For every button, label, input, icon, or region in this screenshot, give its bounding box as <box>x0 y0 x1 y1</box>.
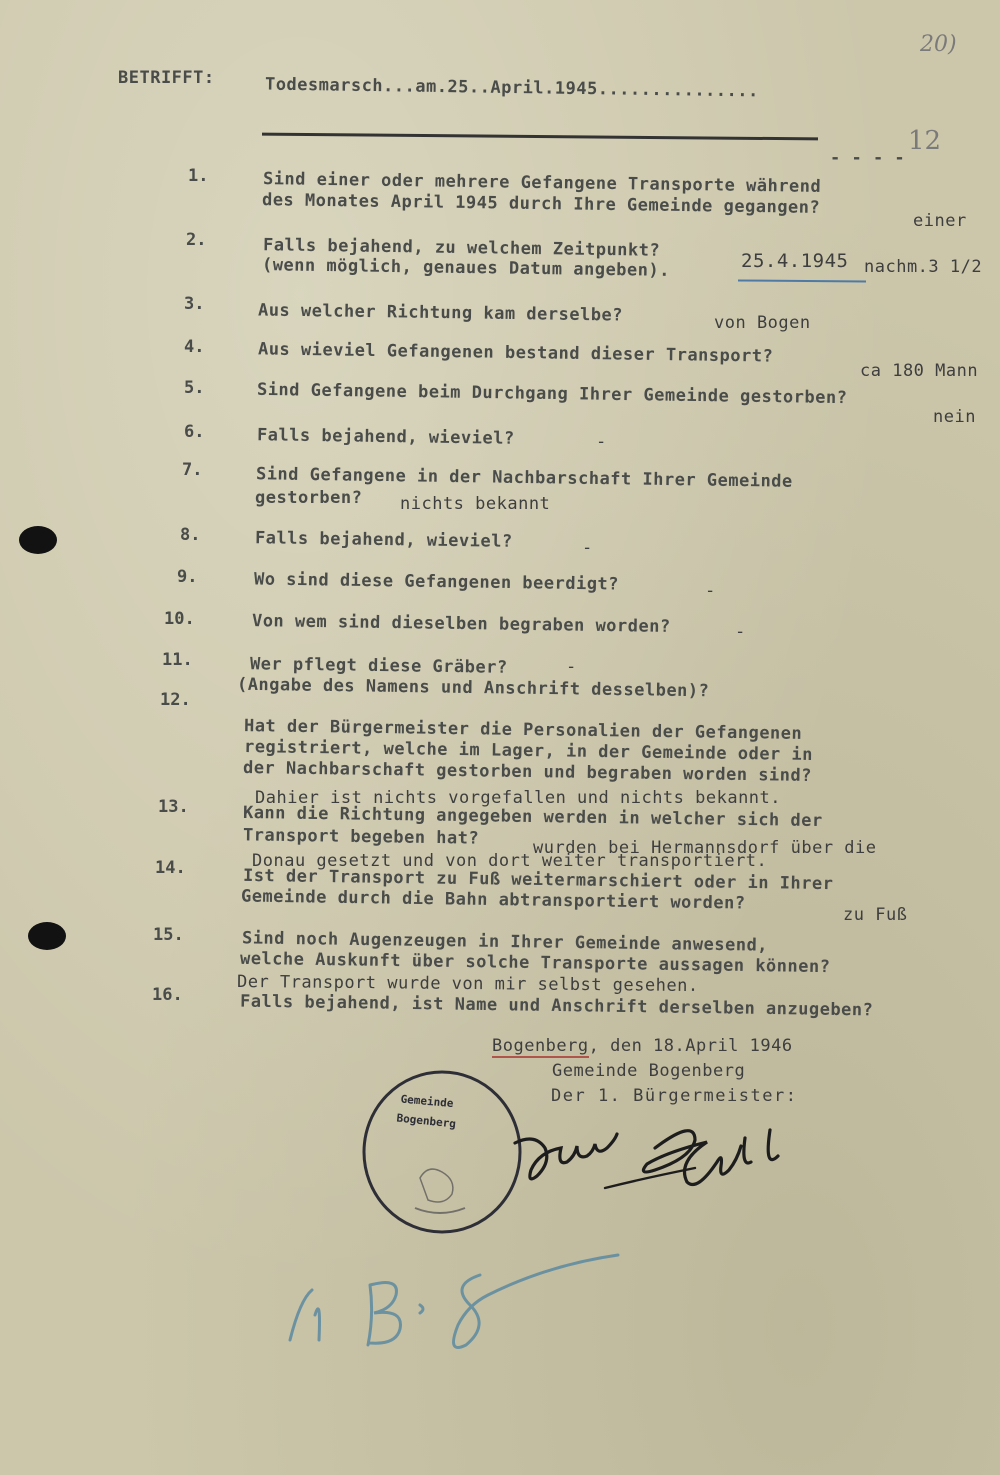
question-number: 14. <box>155 858 186 878</box>
question-number: 1. <box>188 166 209 186</box>
mayor-title: Der 1. Bürgermeister: <box>551 1086 798 1106</box>
question-text: Aus welcher Richtung kam derselbe? <box>257 300 624 326</box>
answer-text: wurden bei Hermannsdorf über die <box>533 838 877 858</box>
answer-text: zu Fuß <box>843 905 908 925</box>
question-number: 2. <box>186 230 207 250</box>
answer-text: nein <box>933 407 976 427</box>
question-number: 12. <box>160 690 191 710</box>
question-text: Wer pflegt diese Gräber? <box>249 654 508 678</box>
place-name: Bogenberg <box>492 1036 589 1056</box>
question-text: Sind Gefangene beim Durchgang Ihrer Gemeinde gestorben? <box>256 379 848 409</box>
subject-underline <box>262 133 818 141</box>
archive-page-number: 20) <box>920 32 957 57</box>
answer-text: Dahier ist nichts vorgefallen und nichts bekannt. <box>255 788 782 808</box>
question-text: Hat der Bürgermeister die Personalien der Gefangenen <box>243 716 803 744</box>
answer-text: Donau gesetzt und von dort weiter transportiert. <box>252 851 768 871</box>
question-number: 16. <box>152 985 183 1005</box>
municipality: Gemeinde Bogenberg <box>552 1061 746 1081</box>
punch-hole-top <box>19 526 57 554</box>
question-text: Falls bejahend, wieviel? <box>254 528 513 552</box>
question-text: Transport begeben hat? <box>242 825 480 849</box>
answer-text: - <box>596 432 607 452</box>
page-number: 12 <box>908 126 942 156</box>
question-text: Aus wieviel Gefangenen bestand dieser Transport? <box>257 339 774 367</box>
answer-text: - <box>582 538 593 558</box>
stamp-text: Bogenberg <box>395 1111 457 1131</box>
answer-text: nichts bekannt <box>400 494 551 514</box>
question-number: 13. <box>158 797 189 817</box>
mayor-signature <box>495 1108 795 1218</box>
question-text: gestorben? <box>255 488 363 508</box>
pencil-initials <box>280 1245 640 1355</box>
question-text: Sind noch Augenzeugen in Ihrer Gemeinde anwesend, <box>241 928 769 956</box>
answer-text: einer <box>913 211 967 231</box>
question-text: registriert, welche im Lager, in der Gemeinde oder in <box>243 737 814 765</box>
answer-text: von Bogen <box>714 313 811 333</box>
place-date <box>492 1038 793 1055</box>
question-number: 8. <box>180 525 201 545</box>
question-text: Von wem sind dieselben begraben worden? <box>251 611 671 637</box>
punch-hole-bottom <box>28 922 66 950</box>
question-text: der Nachbarschaft gestorben und begraben worden sind? <box>242 758 813 786</box>
date-underline <box>738 279 866 282</box>
question-text: Falls bejahend, wieviel? <box>256 425 515 449</box>
question-number: 11. <box>162 650 193 670</box>
question-number: 15. <box>153 925 184 945</box>
subject-dashes: - - - - <box>830 148 906 168</box>
question-text: Falls bejahend, ist Name und Anschrift derselben anzugeben? <box>239 991 874 1021</box>
answer-text: - <box>735 622 746 642</box>
answer-text: - <box>705 581 716 601</box>
date-text: , den 18.April 1946 <box>588 1036 793 1056</box>
question-text: Ist der Transport zu Fuß weitermarschiert oder in Ihrer <box>242 865 834 895</box>
question-text: (Angabe des Namens und Anschrift desselben)? <box>236 674 710 702</box>
question-number: 4. <box>184 337 205 357</box>
question-text: welche Auskunft über solche Transporte aussagen können? <box>239 948 831 978</box>
answer-time: nachm.3 1/2 <box>864 257 983 277</box>
question-number: 3. <box>184 294 205 314</box>
question-text: Gemeinde durch die Bahn abtransportiert worden? <box>240 886 746 914</box>
stamp-text: Gemeinde <box>400 1092 454 1111</box>
question-text: Falls bejahend, zu welchem Zeitpunkt? <box>262 235 661 261</box>
question-number: 5. <box>184 378 205 398</box>
question-number: 7. <box>182 460 203 480</box>
answer-text: ca 180 Mann <box>860 361 979 381</box>
question-text: Sind einer oder mehrere Gefangene Transporte während <box>262 169 822 197</box>
subject-label: BETRIFFT: <box>118 68 215 88</box>
question-number: 6. <box>184 422 205 442</box>
question-text: des Monates April 1945 durch Ihre Gemeinde gegangen? <box>261 190 821 218</box>
question-text: Kann die Richtung angegeben werden in welcher sich der <box>242 802 823 832</box>
question-number: 9. <box>177 567 198 587</box>
answer-text: - <box>566 657 577 677</box>
question-number: 10. <box>164 609 195 629</box>
question-text: Wo sind diese Gefangenen beerdigt? <box>253 569 620 595</box>
subject-value: Todesmarsch...am.25..April.1945............... <box>264 74 759 102</box>
question-text: Sind Gefangene in der Nachbarschaft Ihrer Gemeinde <box>255 464 793 492</box>
answer-date: 25.4.1945 <box>741 250 849 272</box>
answer-text: Der Transport wurde von mir selbst gesehen. <box>236 971 699 997</box>
question-text: (wenn möglich, genaues Datum angeben). <box>261 255 671 281</box>
